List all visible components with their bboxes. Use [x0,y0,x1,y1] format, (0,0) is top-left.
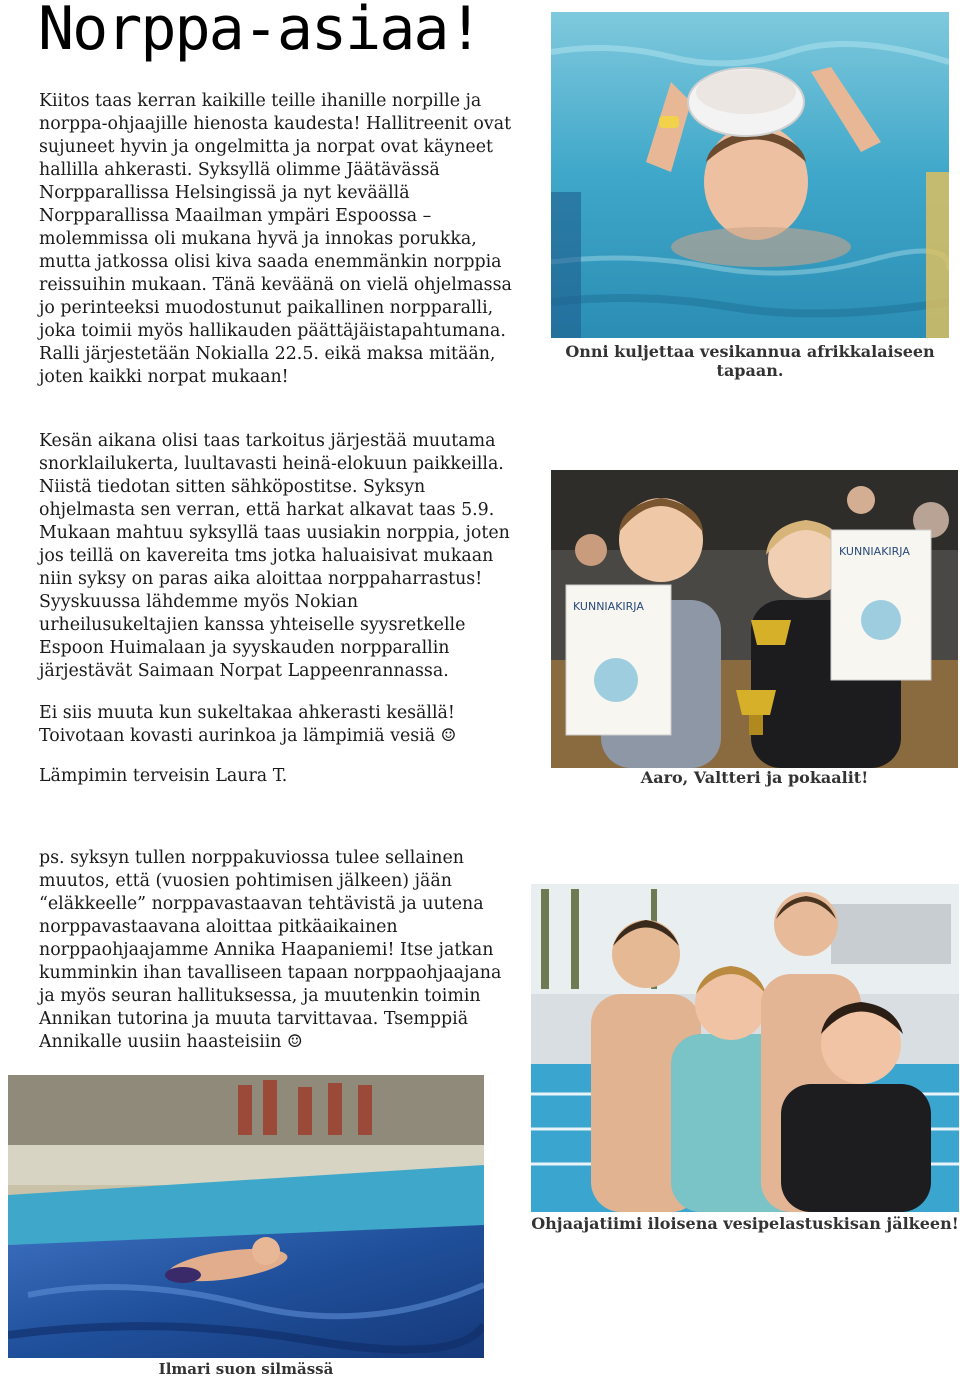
paragraph-signature: Lämpimin terveisin Laura T. [39,766,288,786]
paragraph-intro: Kiitos taas kerran kaikille teille ihanille norpille ja norppa-ohjaajille hienosta kaudesta! Hallitreenit ovat sujuneet hyvin ja ongelmitta ja norpat ovat käyneet hallilla ahkerasti. Syksyllä olimme Jäätävässä Norpparallissa Helsingissä ja nyt keväällä Norpparallissa Maailman ympäri Espoossa – molemmissa oli mukana hyvä ja innokas porukka, mutta jatkossa olisi kiva saada enemmänkin norppia reissuihin mukaan. Tänä keväänä on vielä ohjelmassa jo perinteeksi muodostunut paikallinen norpparalli, joka toimii myös hallikauden päättäjäistapahtumana. Ralli järjestetään Nokialla 22.5. eikä maksa mitään, joten kaikki norpat mukaan! [39,91,512,387]
photo-aaro-valtteri [551,470,958,768]
photo-ilmari [8,1075,484,1358]
caption-ohjaajatiimi: Ohjaajatiimi iloisena vesipelastuskisan jälkeen! [531,1214,959,1233]
paragraph-ps: ps. syksyn tullen norppakuviossa tulee sellainen muutos, että (vuosien pohtimisen jälkeen) jään “eläkkeelle” norppavastaavan tehtävistä ja uutena norppavastaavana aloittaa pitkäaikainen norppaohjaajamme Annika Haapaniemi! Itse jatkan kumminkin ihan tavalliseen tapaan norppaohjaajana ja myös seuran hallituksessa, ja muutenkin toimin Annikan tutorina ja muuta tarvittavaa. Tsemppiä Annikalle uusiin haasteisiin ☺ [39,848,502,1052]
paragraph-summer-autumn: Kesän aikana olisi taas tarkoitus järjestää muutama snorklailukerta, luultavasti heinä-elokuun paikkeilla. Niistä tiedotan sitten sähköpostitse. Syksyn ohjelmasta sen verran, että harkat alkavat taas 5.9. Mukaan mahtuu syksyllä taas uusiakin norppia, joten jos teillä on kavereita tms jotka haluaisivat mukaan niin syksy on paras aika aloittaa norppaharrastus! Syyskuussa lähdemme myös Nokian urheilusukeltajien kanssa yhteiselle syysretkelle Espoon Huimalaan ja syyskauden norpparallin järjestävät Saimaan Norpat Lappeenrannassa. [39,431,510,681]
diploma-title-right: KUNNIAKIRJA [839,545,910,558]
page-title: Norppa-asiaa! [38,0,482,64]
caption-aaro-valtteri: Aaro, Valtteri ja pokaalit! [640,768,869,787]
diploma-title-left: KUNNIAKIRJA [573,600,644,613]
caption-ilmari: Ilmari suon silmässä [158,1360,334,1378]
paragraph-wishes: Ei siis muuta kun sukeltakaa ahkerasti kesällä! Toivotaan kovasti aurinkoa ja lämpimiä vesiä ☺ [39,703,457,746]
photo-ohjaajatiimi [531,884,959,1212]
photo-onni-pool [551,12,949,338]
caption-onni: Onni kuljettaa vesikannua afrikkalaiseen tapaan. [565,342,935,380]
